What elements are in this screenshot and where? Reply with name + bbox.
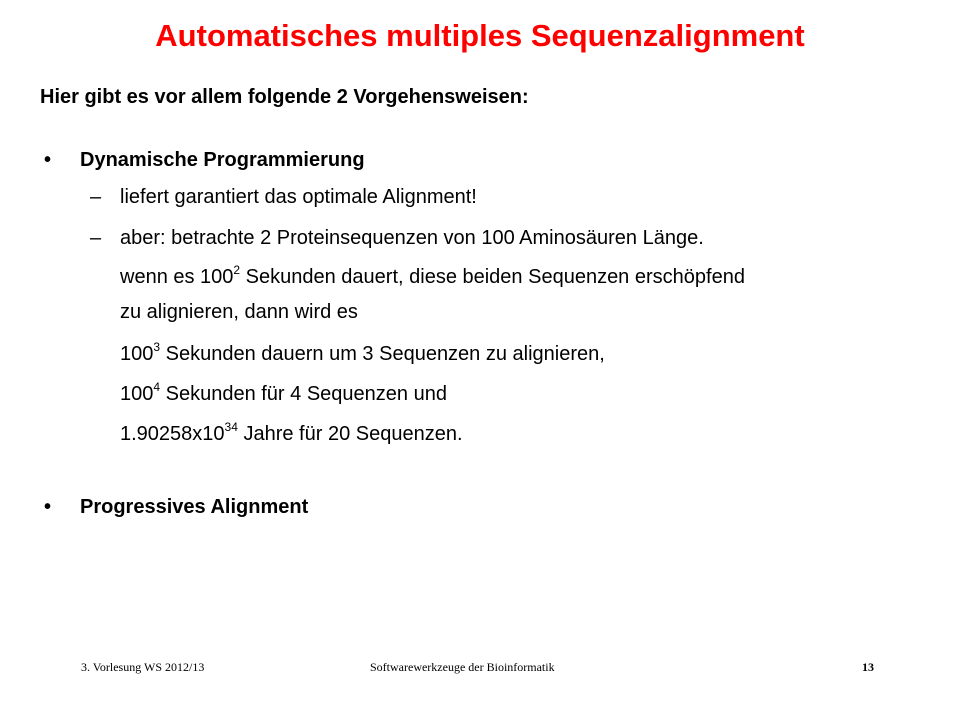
slide-title: Automatisches multiples Sequenzalignment xyxy=(155,18,805,53)
bullet-symbol: • xyxy=(44,149,52,171)
intro-text: Hier gibt es vor allem folgende 2 Vorgehensweisen: xyxy=(40,86,529,108)
line-rest: Sekunden dauern um 3 Sequenzen zu alignieren, xyxy=(160,343,605,365)
line-text: zu alignieren, dann wird es xyxy=(120,301,358,323)
dash-symbol: – xyxy=(90,227,102,249)
text-line-three-sequences xyxy=(120,340,605,366)
footer-page-number: 13 xyxy=(862,660,874,674)
line-rest: Jahre für 20 Sequenzen. xyxy=(237,423,463,445)
text-line-two-sequences xyxy=(120,263,745,289)
line-rest: Sekunden für 4 Sequenzen und xyxy=(160,383,447,405)
subitem-text: aber: betrachte 2 Proteinsequenzen von 100 Aminosäuren Länge. xyxy=(120,227,704,249)
line-base: wenn es 100 xyxy=(120,266,234,288)
text-line-align xyxy=(120,301,358,324)
dash-symbol: – xyxy=(90,186,102,208)
line-base: 100 xyxy=(120,383,154,405)
exponent: 3 xyxy=(153,340,161,354)
bullet-text: Progressives Alignment xyxy=(80,496,309,518)
exponent: 2 xyxy=(233,263,241,277)
text-line-four-sequences xyxy=(120,380,447,406)
footer-lecture: 3. Vorlesung WS 2012/13 xyxy=(81,660,205,674)
line-rest: Sekunden dauert, diese beiden Sequenzen erschöpfend xyxy=(240,266,745,288)
exponent: 34 xyxy=(224,420,238,434)
line-base: 1.90258x10 xyxy=(120,423,225,445)
exponent: 4 xyxy=(153,380,161,394)
line-base: 100 xyxy=(120,343,154,365)
bullet-symbol: • xyxy=(44,496,52,518)
subitem-text: liefert garantiert das optimale Alignment! xyxy=(120,186,477,208)
text-line-twenty-sequences xyxy=(120,420,463,446)
footer-course: Softwarewerkzeuge der Bioinformatik xyxy=(370,660,555,674)
bullet-text: Dynamische Programmierung xyxy=(80,149,365,171)
